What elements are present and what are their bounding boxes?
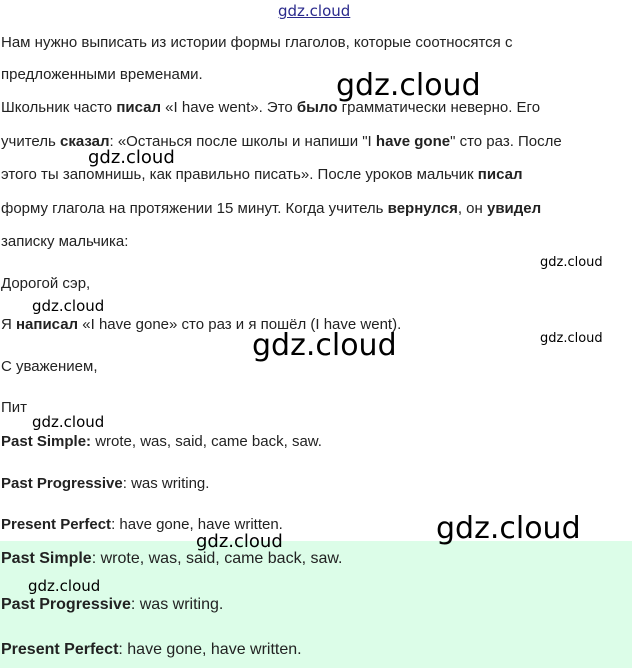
letter-closing: С уважением,	[1, 358, 98, 375]
watermark: gdz.cloud	[540, 331, 603, 346]
letter-greeting: Дорогой сэр,	[1, 275, 91, 292]
watermark: gdz.cloud	[540, 255, 603, 270]
story-line: форму глагола на протяжении 15 минут. Когда учитель вернулся, он увидел	[1, 200, 542, 217]
story-line: учитель сказал: «Останься после школы и напиши "I have gone" сто раз. После	[1, 133, 562, 150]
answer-past-simple: Past Simple: wrote, was, said, came back, saw.	[1, 550, 343, 567]
answer-past-simple: Past Simple: wrote, was, said, came back, saw.	[1, 433, 322, 450]
watermark: gdz.cloud	[196, 531, 283, 552]
answer-past-progressive: Past Progressive: was writing.	[1, 475, 210, 492]
story-line: Школьник часто писал «I have went». Это было грамматически неверно. Его	[1, 99, 541, 116]
letter-signature: Пит	[1, 399, 28, 416]
watermark: gdz.cloud	[336, 68, 481, 103]
answer-past-progressive: Past Progressive: was writing.	[1, 596, 224, 613]
story-line: записку мальчика:	[1, 233, 129, 250]
watermark: gdz.cloud	[252, 328, 397, 363]
watermark: gdz.cloud	[28, 577, 101, 595]
watermark: gdz.cloud	[278, 2, 351, 20]
intro-line: предложенными временами.	[1, 66, 203, 83]
watermark: gdz.cloud	[436, 511, 581, 546]
watermark: gdz.cloud	[32, 297, 105, 315]
watermark: gdz.cloud	[88, 147, 175, 168]
watermark: gdz.cloud	[32, 413, 105, 431]
letter-body: Я написал «I have gone» сто раз и я пошёл (I have went).	[1, 316, 402, 333]
story-line: этого ты запомнишь, как правильно писать». После уроков мальчик писал	[1, 166, 523, 183]
intro-line: Нам нужно выписать из истории формы глаголов, которые соотносятся с	[1, 34, 513, 51]
answer-present-perfect: Present Perfect: have gone, have written.	[1, 641, 302, 658]
answer-present-perfect: Present Perfect: have gone, have written.	[1, 516, 283, 533]
